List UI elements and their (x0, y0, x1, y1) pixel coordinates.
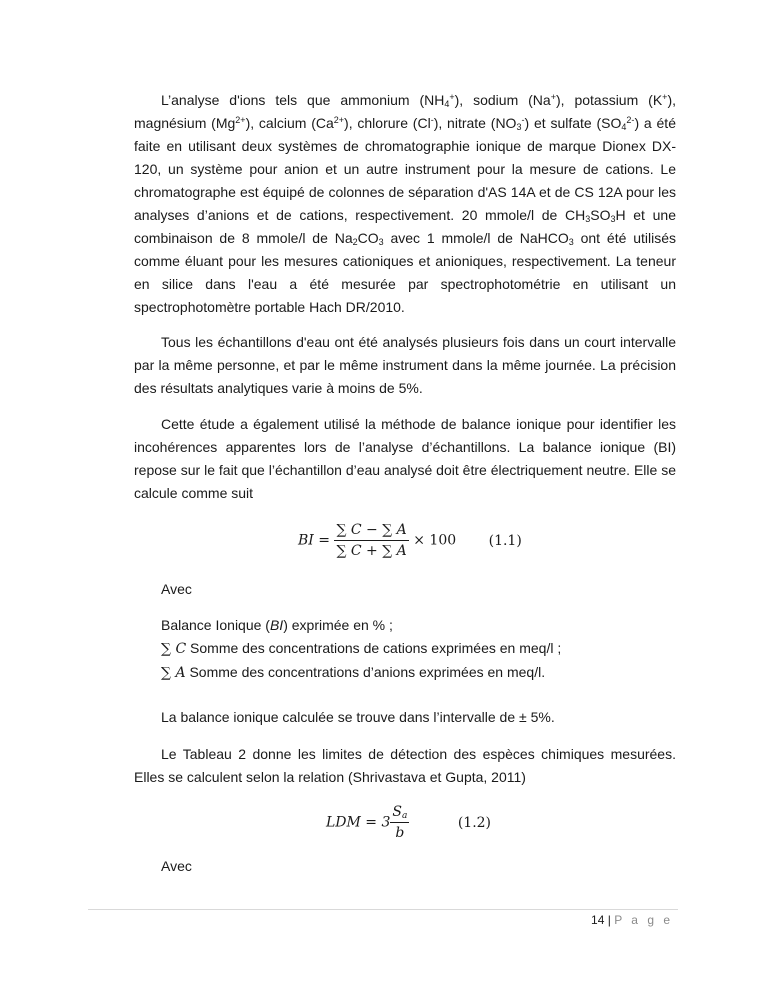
equation-detection-limit: LDM = 3 $\frac{S_a}{b}$ (1.2) (326, 804, 492, 841)
page-number: 14 (591, 913, 605, 927)
definition-anions: ∑ A Somme des concentrations d’anions exprimées en meq/l. (161, 664, 546, 681)
paragraph-avec-2: Avec (161, 858, 192, 874)
equation-fraction: $\frac{\sum C - \sum A}{\sum C + \sum A}$ (336, 522, 407, 559)
footer-divider (88, 909, 678, 910)
page-footer (591, 913, 673, 927)
paragraph-detection-limits: Le Tableau 2 donne les limites de détection des espèces chimiques mesurées. Elles se calculent selon la relation (Shrivastava et Gupta, 2011) (134, 746, 676, 785)
paragraph-ion-analysis: L’analyse d'ions tels que ammonium $(NH_4^+)$, sodium (Na+), potassium (K+), magnésium $(Mg^{2+})$, calcium $(Ca^{2+})$, chlorure (Cl-), nitrate $(NO_3^-)$ et sulfate $(SO_4^{2-})$ a été faite en utilisant deux systèmes de chromatographie ionique de marque Dionex DX-120, un système pour anion et un autre instrument pour la mesure de cations. Le chromatographe est équipé de colonnes de séparation d'AS 14A et de CS 12A pour les analyses d’anions et de cations, respectivement. 20 mmole/l de $CH_3SO_3H$ et une combinaison de 8 mmole/l de $Na_2CO_3$ avec 1 mmole/l de NaHCO$_3$ ont été utilisés comme éluant pour les mesures cationiques et anioniques, respectivement. La teneur en silice dans l'eau a été mesurée par spectrophotométrie en utilisant un spectrophotomètre portable Hach DR/2010. (134, 92, 676, 315)
definition-list (134, 614, 676, 685)
equation-ionic-balance: BI = $\frac{\sum C - \sum A}{\sum C + \sum A}$ × 100 (1.1) (298, 522, 522, 559)
page-label: P a g e (614, 913, 673, 927)
footer-separator: | (607, 913, 611, 927)
paragraph-ionic-balance: Cette étude a également utilisé la méthode de balance ionique pour identifier les incohérences apparentes lors de l’analyse d’échantillons. La balance ionique (BI) repose sur le fait que l’échantillon d’eau analysé doit être électriquement neutre. Elle se calcule comme suit (134, 416, 676, 501)
equation-number: (1.2) (457, 814, 492, 831)
equation-number: (1.1) (488, 532, 522, 549)
equation-fraction: $\frac{S_a}{b}$ (392, 804, 408, 841)
paragraph-balance-range: La balance ionique calculée se trouve dans l’intervalle de ± 5%. (161, 709, 555, 725)
definition-cations: ∑ C Somme des concentrations de cations exprimées en meq/l ; (161, 640, 562, 657)
definition-bi: Balance Ionique (BI) exprimée en % ; (161, 617, 393, 633)
paragraph-precision: Tous les échantillons d'eau ont été analysés plusieurs fois dans un court intervalle par la même personne, et par le même instrument dans la même journée. La précision des résultats analytiques varie à moins de 5%. (134, 334, 676, 396)
paragraph-avec-1: Avec (161, 581, 192, 597)
